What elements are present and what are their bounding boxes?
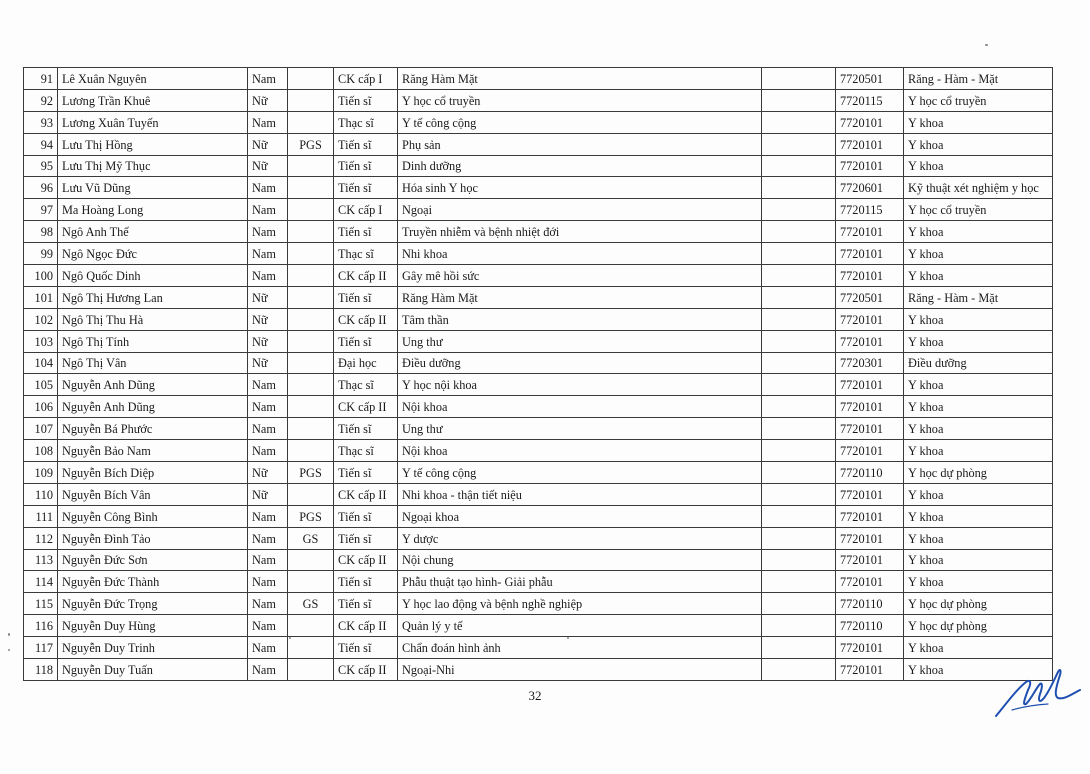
program-name-cell: Y khoa [904,418,1053,440]
blank-cell-cell [762,505,836,527]
degree-cell: CK cấp I [334,199,398,221]
staff-table [23,67,1053,681]
row-number-cell: 111 [24,505,58,527]
degree-cell: Tiến sĩ [334,505,398,527]
academic-title-cell [288,396,334,418]
program-name-cell: Y học cổ truyền [904,89,1053,111]
gender-cell: Nam [248,396,288,418]
academic-title-cell [288,199,334,221]
gender-cell: Nữ [248,308,288,330]
row-number-cell: 92 [24,89,58,111]
row-number-cell: 96 [24,177,58,199]
blank-cell-cell [762,440,836,462]
scan-speck [8,633,10,636]
row-number-cell: 102 [24,308,58,330]
degree-cell: Tiến sĩ [334,89,398,111]
specialty-cell: Nhi khoa [398,243,762,265]
specialty-cell: Y dược [398,527,762,549]
specialty-cell: Điều dưỡng [398,352,762,374]
specialty-cell: Chẩn đoán hình ảnh [398,637,762,659]
program-name-cell: Y học cổ truyền [904,199,1053,221]
row-number-cell: 103 [24,330,58,352]
row-number-cell: 91 [24,68,58,90]
full-name-cell: Ngô Ngọc Đức [58,243,248,265]
specialty-cell: Gây mê hồi sức [398,265,762,287]
full-name-cell: Ma Hoàng Long [58,199,248,221]
degree-cell: Đại học [334,352,398,374]
blank-cell-cell [762,615,836,637]
academic-title-cell: PGS [288,505,334,527]
full-name-cell: Nguyễn Duy Trinh [58,637,248,659]
program-name-cell: Y khoa [904,527,1053,549]
program-name-cell: Y khoa [904,483,1053,505]
row-number-cell: 112 [24,527,58,549]
gender-cell: Nữ [248,286,288,308]
program-name-cell: Điều dưỡng [904,352,1053,374]
degree-cell: Tiến sĩ [334,221,398,243]
blank-cell-cell [762,593,836,615]
gender-cell: Nam [248,440,288,462]
full-name-cell: Ngô Thị Hương Lan [58,286,248,308]
academic-title-cell [288,265,334,287]
full-name-cell: Lương Xuân Tuyến [58,111,248,133]
program-name-cell: Y khoa [904,133,1053,155]
specialty-cell: Y học cổ truyền [398,89,762,111]
program-code-cell: 7720601 [836,177,904,199]
row-number-cell: 118 [24,659,58,681]
program-code-cell: 7720101 [836,265,904,287]
blank-cell-cell [762,265,836,287]
row-number-cell: 93 [24,111,58,133]
degree-cell: Tiến sĩ [334,571,398,593]
program-code-cell: 7720101 [836,549,904,571]
table-row [24,396,1053,418]
gender-cell: Nam [248,571,288,593]
table-row [24,462,1053,484]
program-code-cell: 7720101 [836,374,904,396]
degree-cell: Thạc sĩ [334,243,398,265]
gender-cell: Nữ [248,155,288,177]
table-row [24,199,1053,221]
specialty-cell: Nội khoa [398,440,762,462]
program-name-cell: Y khoa [904,155,1053,177]
blank-cell-cell [762,308,836,330]
gender-cell: Nam [248,221,288,243]
program-name-cell: Y khoa [904,265,1053,287]
degree-cell: Thạc sĩ [334,111,398,133]
full-name-cell: Lưu Vũ Dũng [58,177,248,199]
full-name-cell: Nguyễn Đình Tảo [58,527,248,549]
academic-title-cell [288,177,334,199]
full-name-cell: Nguyễn Công Bình [58,505,248,527]
table-row [24,527,1053,549]
degree-cell: CK cấp I [334,68,398,90]
row-number-cell: 94 [24,133,58,155]
table-row [24,308,1053,330]
table-row [24,352,1053,374]
full-name-cell: Lê Xuân Nguyên [58,68,248,90]
academic-title-cell: PGS [288,462,334,484]
program-name-cell: Y học dự phòng [904,462,1053,484]
program-name-cell: Y khoa [904,111,1053,133]
table-row [24,483,1053,505]
academic-title-cell [288,374,334,396]
specialty-cell: Phụ sản [398,133,762,155]
specialty-cell: Nội khoa [398,396,762,418]
row-number-cell: 115 [24,593,58,615]
degree-cell: Tiến sĩ [334,527,398,549]
specialty-cell: Quản lý y tế [398,615,762,637]
program-code-cell: 7720101 [836,483,904,505]
program-code-cell: 7720110 [836,462,904,484]
program-code-cell: 7720101 [836,155,904,177]
academic-title-cell [288,330,334,352]
blank-cell-cell [762,418,836,440]
gender-cell: Nam [248,374,288,396]
row-number-cell: 109 [24,462,58,484]
program-code-cell: 7720101 [836,571,904,593]
blank-cell-cell [762,68,836,90]
full-name-cell: Lương Trần Khuê [58,89,248,111]
program-code-cell: 7720115 [836,199,904,221]
page-number: 32 [528,688,542,703]
staff-table-body [24,68,1053,681]
blank-cell-cell [762,330,836,352]
row-number-cell: 107 [24,418,58,440]
degree-cell: Tiến sĩ [334,133,398,155]
blank-cell-cell [762,111,836,133]
gender-cell: Nam [248,615,288,637]
blank-cell-cell [762,659,836,681]
full-name-cell: Ngô Thị Vân [58,352,248,374]
degree-cell: Tiến sĩ [334,286,398,308]
academic-title-cell: GS [288,593,334,615]
full-name-cell: Nguyễn Bảo Nam [58,440,248,462]
program-name-cell: Y khoa [904,637,1053,659]
academic-title-cell [288,155,334,177]
table-row [24,549,1053,571]
degree-cell: Thạc sĩ [334,440,398,462]
full-name-cell: Nguyễn Bích Diệp [58,462,248,484]
blank-cell-cell [762,483,836,505]
program-code-cell: 7720110 [836,593,904,615]
specialty-cell: Răng Hàm Mặt [398,286,762,308]
program-code-cell: 7720101 [836,330,904,352]
table-row [24,243,1053,265]
gender-cell: Nam [248,199,288,221]
table-row [24,286,1053,308]
program-code-cell: 7720101 [836,505,904,527]
full-name-cell: Ngô Thị Tính [58,330,248,352]
program-name-cell: Răng - Hàm - Mặt [904,68,1053,90]
table-row [24,615,1053,637]
program-name-cell: Y khoa [904,374,1053,396]
academic-title-cell [288,418,334,440]
full-name-cell: Nguyễn Anh Dũng [58,396,248,418]
row-number-cell: 98 [24,221,58,243]
specialty-cell: Răng Hàm Mặt [398,68,762,90]
academic-title-cell [288,308,334,330]
scan-speck [567,637,569,639]
specialty-cell: Nội chung [398,549,762,571]
academic-title-cell [288,243,334,265]
academic-title-cell [288,68,334,90]
program-code-cell: 7720101 [836,527,904,549]
full-name-cell: Nguyễn Đức Trọng [58,593,248,615]
program-code-cell: 7720101 [836,133,904,155]
gender-cell: Nữ [248,330,288,352]
blank-cell-cell [762,352,836,374]
full-name-cell: Nguyễn Bá Phước [58,418,248,440]
blank-cell-cell [762,177,836,199]
specialty-cell: Ung thư [398,330,762,352]
full-name-cell: Nguyễn Đức Thành [58,571,248,593]
blank-cell-cell [762,221,836,243]
table-row [24,659,1053,681]
degree-cell: Tiến sĩ [334,330,398,352]
table-row [24,89,1053,111]
gender-cell: Nam [248,659,288,681]
academic-title-cell [288,483,334,505]
degree-cell: Tiến sĩ [334,462,398,484]
full-name-cell: Lưu Thị Mỹ Thục [58,155,248,177]
row-number-cell: 101 [24,286,58,308]
blank-cell-cell [762,199,836,221]
program-code-cell: 7720101 [836,221,904,243]
scan-speck [985,44,988,46]
program-name-cell: Y khoa [904,243,1053,265]
specialty-cell: Phẫu thuật tạo hình- Giải phẫu [398,571,762,593]
program-name-cell: Y khoa [904,440,1053,462]
specialty-cell: Ngoại khoa [398,505,762,527]
degree-cell: Thạc sĩ [334,374,398,396]
academic-title-cell [288,286,334,308]
blank-cell-cell [762,462,836,484]
table-row [24,68,1053,90]
specialty-cell: Y tế công cộng [398,462,762,484]
table-row [24,133,1053,155]
academic-title-cell [288,571,334,593]
program-code-cell: 7720101 [836,637,904,659]
row-number-cell: 99 [24,243,58,265]
row-number-cell: 97 [24,199,58,221]
row-number-cell: 105 [24,374,58,396]
degree-cell: Tiến sĩ [334,177,398,199]
full-name-cell: Ngô Quốc Dinh [58,265,248,287]
specialty-cell: Ung thư [398,418,762,440]
program-name-cell: Y khoa [904,308,1053,330]
full-name-cell: Ngô Thị Thu Hà [58,308,248,330]
full-name-cell: Nguyễn Anh Dũng [58,374,248,396]
degree-cell: Tiến sĩ [334,155,398,177]
gender-cell: Nữ [248,89,288,111]
academic-title-cell [288,440,334,462]
degree-cell: Tiến sĩ [334,593,398,615]
academic-title-cell [288,659,334,681]
row-number-cell: 116 [24,615,58,637]
blank-cell-cell [762,286,836,308]
full-name-cell: Ngô Anh Thế [58,221,248,243]
program-code-cell: 7720110 [836,615,904,637]
blank-cell-cell [762,527,836,549]
academic-title-cell [288,637,334,659]
table-row [24,374,1053,396]
specialty-cell: Ngoại [398,199,762,221]
program-code-cell: 7720501 [836,68,904,90]
full-name-cell: Nguyễn Bích Vân [58,483,248,505]
program-code-cell: 7720301 [836,352,904,374]
program-name-cell: Y học dự phòng [904,615,1053,637]
program-code-cell: 7720501 [836,286,904,308]
program-name-cell: Y khoa [904,571,1053,593]
blank-cell-cell [762,637,836,659]
gender-cell: Nam [248,527,288,549]
blank-cell-cell [762,396,836,418]
specialty-cell: Y tế công cộng [398,111,762,133]
specialty-cell: Ngoại-Nhi [398,659,762,681]
gender-cell: Nam [248,637,288,659]
program-name-cell: Y khoa [904,396,1053,418]
degree-cell: CK cấp II [334,483,398,505]
table-row [24,111,1053,133]
blank-cell-cell [762,571,836,593]
handwritten-signature [992,660,1084,722]
table-row [24,593,1053,615]
specialty-cell: Y học nội khoa [398,374,762,396]
degree-cell: CK cấp II [334,549,398,571]
row-number-cell: 108 [24,440,58,462]
specialty-cell: Nhi khoa - thận tiết niệu [398,483,762,505]
row-number-cell: 110 [24,483,58,505]
degree-cell: Tiến sĩ [334,637,398,659]
row-number-cell: 106 [24,396,58,418]
gender-cell: Nam [248,505,288,527]
blank-cell-cell [762,133,836,155]
gender-cell: Nam [248,177,288,199]
academic-title-cell: PGS [288,133,334,155]
table-row [24,177,1053,199]
full-name-cell: Nguyễn Đức Sơn [58,549,248,571]
row-number-cell: 113 [24,549,58,571]
academic-title-cell [288,221,334,243]
degree-cell: CK cấp II [334,615,398,637]
degree-cell: CK cấp II [334,396,398,418]
full-name-cell: Nguyễn Duy Hùng [58,615,248,637]
row-number-cell: 104 [24,352,58,374]
table-row [24,571,1053,593]
program-name-cell: Răng - Hàm - Mặt [904,286,1053,308]
blank-cell-cell [762,155,836,177]
specialty-cell: Hóa sinh Y học [398,177,762,199]
gender-cell: Nữ [248,483,288,505]
academic-title-cell [288,352,334,374]
table-row [24,505,1053,527]
program-code-cell: 7720101 [836,440,904,462]
specialty-cell: Tâm thần [398,308,762,330]
specialty-cell: Dinh dưỡng [398,155,762,177]
program-code-cell: 7720115 [836,89,904,111]
specialty-cell: Y học lao động và bệnh nghề nghiệp [398,593,762,615]
program-code-cell: 7720101 [836,659,904,681]
program-name-cell: Y khoa [904,221,1053,243]
academic-title-cell [288,89,334,111]
academic-title-cell [288,549,334,571]
program-name-cell: Y khoa [904,505,1053,527]
row-number-cell: 100 [24,265,58,287]
blank-cell-cell [762,89,836,111]
degree-cell: Tiến sĩ [334,418,398,440]
degree-cell: CK cấp II [334,308,398,330]
scan-speck [289,637,291,639]
program-name-cell: Y khoa [904,549,1053,571]
row-number-cell: 95 [24,155,58,177]
gender-cell: Nữ [248,462,288,484]
program-name-cell: Y học dự phòng [904,593,1053,615]
blank-cell-cell [762,374,836,396]
gender-cell: Nam [248,68,288,90]
table-row [24,440,1053,462]
gender-cell: Nam [248,111,288,133]
table-row [24,418,1053,440]
program-code-cell: 7720101 [836,418,904,440]
blank-cell-cell [762,549,836,571]
academic-title-cell [288,615,334,637]
degree-cell: CK cấp II [334,265,398,287]
table-row [24,330,1053,352]
academic-title-cell: GS [288,527,334,549]
gender-cell: Nam [248,243,288,265]
gender-cell: Nam [248,593,288,615]
full-name-cell: Lưu Thị Hồng [58,133,248,155]
academic-title-cell [288,111,334,133]
program-code-cell: 7720101 [836,396,904,418]
program-name-cell: Y khoa [904,659,1053,681]
degree-cell: CK cấp II [334,659,398,681]
program-code-cell: 7720101 [836,243,904,265]
scan-speck [8,649,10,651]
table-row [24,155,1053,177]
program-code-cell: 7720101 [836,111,904,133]
table-row [24,265,1053,287]
row-number-cell: 114 [24,571,58,593]
gender-cell: Nam [248,549,288,571]
gender-cell: Nam [248,418,288,440]
gender-cell: Nam [248,265,288,287]
row-number-cell: 117 [24,637,58,659]
gender-cell: Nữ [248,352,288,374]
blank-cell-cell [762,243,836,265]
program-name-cell: Y khoa [904,330,1053,352]
program-code-cell: 7720101 [836,308,904,330]
gender-cell: Nữ [248,133,288,155]
full-name-cell: Nguyễn Duy Tuấn [58,659,248,681]
table-row [24,637,1053,659]
specialty-cell: Truyền nhiễm và bệnh nhiệt đới [398,221,762,243]
table-row [24,221,1053,243]
program-name-cell: Kỹ thuật xét nghiệm y học [904,177,1053,199]
